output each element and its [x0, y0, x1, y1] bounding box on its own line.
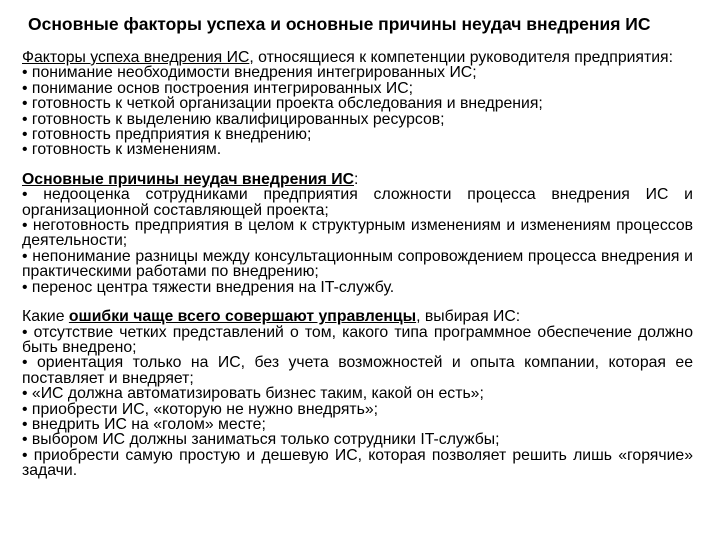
list-item: • отсутствие четких представлений о том, какого типа программное обеспечение должно быть внедрено;: [22, 323, 693, 356]
success-factors-heading: Факторы успеха внедрения ИС: [22, 49, 250, 66]
list-item: • приобрести ИС, «которую не нужно внедрять»;: [22, 400, 379, 418]
failure-reasons-colon: :: [354, 170, 359, 188]
manager-mistakes-section: [22, 309, 693, 478]
list-item: • неготовность предприятия в целом к структурным изменениям и изменениям процессов деятельности;: [22, 217, 693, 250]
list-item: • понимание необходимости внедрения интегрированных ИС;: [22, 64, 477, 82]
list-item: • выбором ИС должны заниматься только сотрудники IT-службы;: [22, 431, 500, 449]
list-item: • ориентация только на ИС, без учета возможностей и опыта компании, которая ее поставляет и внедряет;: [22, 354, 693, 387]
manager-mistakes-heading: ошибки чаще всего совершают управленцы: [68, 308, 417, 326]
list-item: • готовность к четкой организации проекта обследования и внедрения;: [22, 95, 543, 113]
list-item: • приобрести самую простую и дешевую ИС, которая позволяет решить лишь «горячие» задачи.: [22, 446, 693, 480]
list-item: • «ИС должна автоматизировать бизнес таким, какой он есть»;: [22, 385, 484, 403]
list-item: • готовность к изменениям.: [22, 141, 222, 159]
list-item: • непонимание разницы между консультационным сопровождением процесса внедрения и практическими работами по внедрению;: [22, 247, 693, 281]
manager-mistakes-suffix: , выбирая ИС:: [416, 308, 521, 326]
manager-mistakes-prefix: Какие: [22, 308, 69, 326]
list-item: • перенос центра тяжести внедрения на IT-службу.: [22, 278, 395, 296]
failure-reasons-heading: Основные причины неудач внедрения ИС: [22, 170, 354, 188]
manager-mistakes-lead: [22, 309, 693, 324]
list-item: • недооценка сотрудниками предприятия сложности процесса внедрения ИС и организационной составляющей проекта;: [22, 186, 693, 219]
list-item: • готовность к выделению квалифицированных ресурсов;: [22, 110, 445, 128]
list-item: • внедрить ИС на «голом» месте;: [22, 415, 266, 433]
success-factors-lead: [22, 50, 693, 65]
failure-reasons-section: [22, 172, 693, 295]
slide-content: [22, 50, 693, 493]
success-factors-section: [22, 50, 693, 158]
success-factors-lead-rest: , относящиеся к компетенции руководителя предприятия:: [249, 49, 673, 66]
list-item: • готовность предприятия к внедрению;: [22, 126, 312, 144]
failure-reasons-lead: [22, 172, 693, 187]
slide-title: Основные факторы успеха и основные причины неудач внедрения ИС: [28, 14, 651, 34]
list-item: • понимание основ построения интегрированных ИС;: [22, 79, 414, 97]
